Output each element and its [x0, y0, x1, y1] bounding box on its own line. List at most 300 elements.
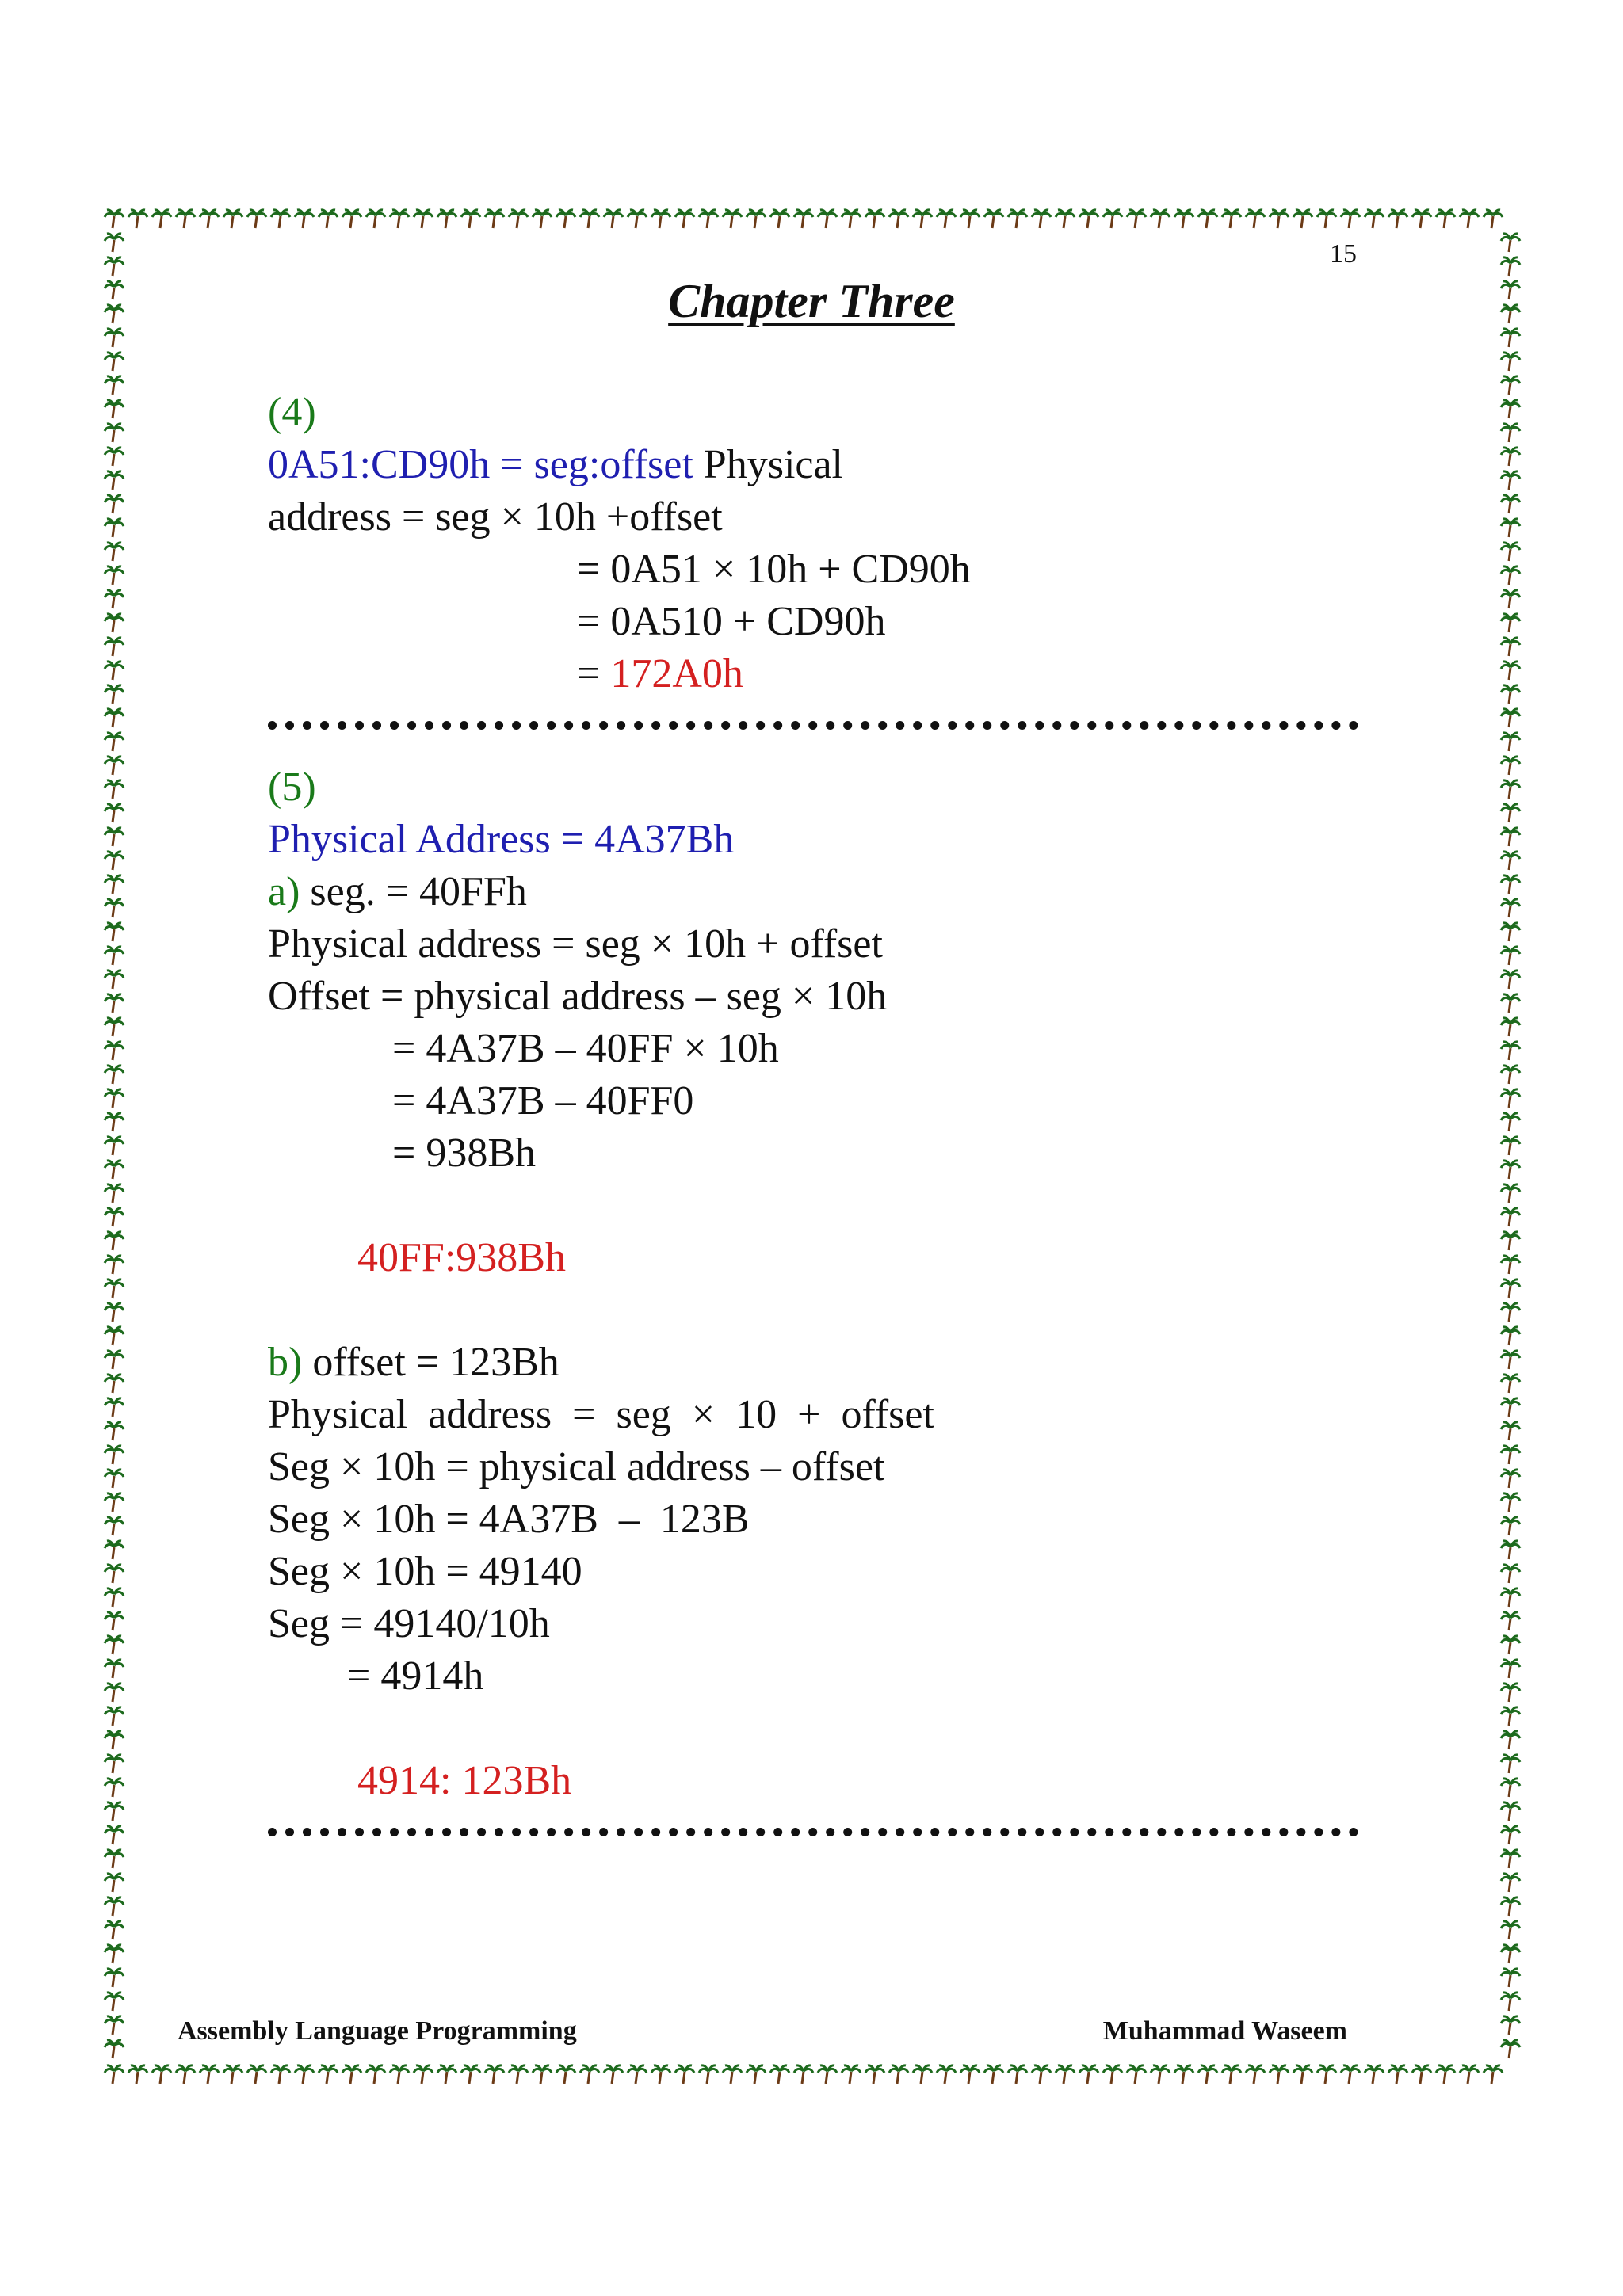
palm-tree-icon — [461, 210, 480, 228]
palm-tree-icon — [152, 2065, 171, 2084]
palm-tree-icon — [509, 210, 528, 228]
palm-tree-icon — [913, 210, 932, 228]
palm-tree-icon — [105, 899, 124, 917]
palm-tree-icon — [842, 210, 861, 228]
palm-tree-icon — [295, 210, 314, 228]
palm-tree-icon — [105, 448, 124, 466]
palm-tree-icon — [1501, 257, 1520, 276]
palm-tree-icon — [105, 1802, 124, 1821]
palm-tree-icon — [960, 210, 980, 228]
palm-tree-icon — [865, 2065, 884, 2084]
palm-tree-icon — [651, 2065, 670, 2084]
palm-tree-icon — [105, 780, 124, 799]
palm-tree-icon — [1293, 210, 1312, 228]
palm-tree-icon — [770, 2065, 789, 2084]
palm-tree-icon — [271, 2065, 290, 2084]
q5-b-line4: Seg × 10h = 49140 — [268, 1549, 582, 1594]
palm-tree-icon — [889, 210, 908, 228]
palm-tree-icon — [105, 1066, 124, 1084]
palm-tree-icon — [105, 685, 124, 704]
palm-tree-icon — [200, 2065, 219, 2084]
palm-tree-icon — [105, 1208, 124, 1226]
palm-tree-icon — [366, 210, 385, 228]
palm-tree-icon — [1484, 210, 1503, 228]
palm-tree-icon — [1501, 685, 1520, 704]
palm-tree-icon — [105, 1589, 124, 1607]
palm-tree-icon — [105, 1303, 124, 1322]
palm-tree-icon — [105, 543, 124, 561]
palm-tree-icon — [105, 400, 124, 418]
palm-tree-icon — [1103, 210, 1122, 228]
palm-tree-icon — [105, 757, 124, 775]
palm-tree-icon — [1501, 1184, 1520, 1203]
palm-tree-icon — [366, 2065, 385, 2084]
palm-tree-icon — [105, 1731, 124, 1749]
q5-b-line5: Seg = 49140/10h — [268, 1601, 550, 1646]
palm-tree-icon — [105, 353, 124, 371]
palm-tree-icon — [1501, 1969, 1520, 1987]
q4-line2: address = seg × 10h +offset — [268, 494, 723, 540]
palm-tree-icon — [1501, 1066, 1520, 1084]
palm-tree-icon — [818, 210, 837, 228]
palm-tree-icon — [770, 210, 789, 228]
palm-tree-icon — [105, 1565, 124, 1583]
palm-tree-icon — [628, 210, 647, 228]
palm-tree-icon — [485, 2065, 504, 2084]
palm-tree-icon — [1501, 519, 1520, 537]
palm-tree-icon — [533, 210, 552, 228]
palm-tree-icon — [105, 709, 124, 727]
palm-tree-icon — [1501, 1303, 1520, 1322]
palm-tree-icon — [1501, 1137, 1520, 1155]
palm-tree-icon — [105, 2016, 124, 2035]
q5-a-line3: = 4A37B – 40FF × 10h — [392, 1026, 779, 1071]
palm-tree-icon — [1484, 2065, 1503, 2084]
palm-tree-icon — [1174, 210, 1193, 228]
palm-tree-icon — [105, 923, 124, 941]
palm-tree-icon — [842, 2065, 861, 2084]
palm-tree-icon — [105, 471, 124, 490]
palm-tree-icon — [984, 210, 1003, 228]
palm-tree-icon — [1501, 1089, 1520, 1108]
palm-tree-icon — [1501, 1850, 1520, 1868]
palm-tree-icon — [105, 614, 124, 632]
palm-tree-icon — [105, 804, 124, 822]
palm-tree-icon — [1501, 1446, 1520, 1464]
palm-tree-icon — [1501, 947, 1520, 965]
palm-tree-icon — [105, 1137, 124, 1155]
palm-tree-icon — [1501, 971, 1520, 989]
palm-tree-icon — [1501, 329, 1520, 347]
palm-tree-icon — [105, 2065, 124, 2084]
palm-tree-icon — [105, 1446, 124, 1464]
palm-tree-icon — [1501, 638, 1520, 656]
palm-tree-icon — [1501, 2040, 1520, 2058]
palm-tree-icon — [1436, 2065, 1455, 2084]
palm-tree-icon — [1501, 875, 1520, 894]
q5-b-label: b) — [268, 1340, 303, 1385]
palm-tree-icon — [105, 1684, 124, 1702]
palm-tree-icon — [414, 210, 433, 228]
palm-tree-icon — [556, 2065, 575, 2084]
q4-line5-prefix: = — [577, 651, 611, 696]
palm-tree-icon — [1501, 1874, 1520, 1892]
palm-tree-icon — [271, 210, 290, 228]
palm-tree-icon — [319, 210, 338, 228]
palm-tree-icon — [1501, 1612, 1520, 1630]
palm-tree-icon — [437, 210, 456, 228]
palm-tree-icon — [1501, 1897, 1520, 1916]
palm-tree-icon — [1501, 1660, 1520, 1678]
palm-tree-icon — [105, 519, 124, 537]
palm-tree-icon — [675, 210, 694, 228]
palm-tree-icon — [1501, 1232, 1520, 1250]
palm-tree-icon — [1079, 2065, 1098, 2084]
palm-tree-icon — [342, 210, 361, 228]
palm-tree-icon — [105, 1517, 124, 1535]
palm-tree-icon — [889, 2065, 908, 2084]
palm-tree-icon — [913, 2065, 932, 2084]
palm-tree-icon — [1501, 1589, 1520, 1607]
palm-tree-icon — [223, 210, 242, 228]
palm-tree-icon — [1501, 1993, 1520, 2011]
palm-tree-icon — [1270, 210, 1289, 228]
palm-tree-icon — [1501, 2016, 1520, 2035]
palm-tree-icon — [105, 1612, 124, 1630]
q5-label: (5) — [268, 765, 316, 810]
palm-tree-icon — [105, 1042, 124, 1060]
palm-tree-icon — [319, 2065, 338, 2084]
q4-line3: = 0A51 × 10h + CD90h — [577, 547, 971, 592]
q5-given: Physical Address = 4A37Bh — [268, 817, 735, 862]
palm-tree-icon — [105, 662, 124, 680]
palm-tree-icon — [1008, 2065, 1027, 2084]
palm-tree-icon — [1079, 210, 1098, 228]
chapter-title: Chapter Three — [668, 275, 955, 327]
palm-tree-icon — [105, 566, 124, 585]
palm-tree-icon — [1501, 1042, 1520, 1060]
q5-b-answer: 4914: 123Bh — [357, 1758, 572, 1803]
palm-tree-icon — [1501, 543, 1520, 561]
palm-tree-icon — [105, 828, 124, 846]
palm-tree-icon — [105, 2040, 124, 2058]
palm-tree-icon — [1436, 210, 1455, 228]
palm-tree-icon — [105, 1779, 124, 1797]
palm-tree-icon — [390, 210, 409, 228]
palm-tree-icon — [1501, 590, 1520, 608]
palm-tree-icon — [105, 376, 124, 395]
palm-tree-icon — [105, 971, 124, 989]
palm-tree-icon — [105, 638, 124, 656]
palm-tree-icon — [1198, 2065, 1217, 2084]
palm-tree-icon — [628, 2065, 647, 2084]
palm-tree-icon — [794, 210, 813, 228]
palm-tree-icon — [105, 1398, 124, 1417]
palm-tree-icon — [699, 2065, 718, 2084]
palm-tree-icon — [1501, 1779, 1520, 1797]
palm-tree-icon — [1501, 804, 1520, 822]
palm-tree-icon — [105, 1755, 124, 1773]
palm-tree-icon — [105, 1945, 124, 1963]
palm-tree-icon — [1103, 2065, 1122, 2084]
palm-tree-icon — [1501, 1256, 1520, 1274]
palm-tree-icon — [1501, 1113, 1520, 1131]
palm-tree-icon — [1501, 1755, 1520, 1773]
palm-tree-icon — [1032, 2065, 1051, 2084]
palm-tree-icon — [128, 210, 147, 228]
palm-tree-icon — [105, 852, 124, 870]
palm-tree-icon — [105, 210, 124, 228]
palm-tree-icon — [1056, 2065, 1075, 2084]
palm-tree-icon — [747, 210, 766, 228]
palm-tree-icon — [414, 2065, 433, 2084]
palm-tree-icon — [105, 1897, 124, 1916]
palm-tree-icon — [1501, 1731, 1520, 1749]
palm-tree-icon — [1501, 1327, 1520, 1345]
palm-tree-icon — [747, 2065, 766, 2084]
palm-tree-icon — [1341, 210, 1360, 228]
palm-tree-icon — [105, 495, 124, 513]
palm-tree-icon — [105, 1541, 124, 1559]
q4-label: (4) — [268, 390, 316, 435]
palm-tree-icon — [152, 210, 171, 228]
palm-tree-icon — [485, 210, 504, 228]
palm-tree-icon — [580, 210, 599, 228]
palm-tree-icon — [1501, 495, 1520, 513]
palm-tree-icon — [1127, 210, 1146, 228]
palm-tree-icon — [1501, 662, 1520, 680]
palm-tree-icon — [1501, 1684, 1520, 1702]
q4-line4: = 0A510 + CD90h — [577, 599, 886, 644]
q4-line1 — [268, 439, 1377, 491]
palm-tree-icon — [1501, 1802, 1520, 1821]
palm-tree-icon — [1501, 1208, 1520, 1226]
palm-tree-icon — [1501, 1018, 1520, 1036]
palm-tree-icon — [1501, 1280, 1520, 1298]
palm-tree-icon — [105, 1089, 124, 1108]
palm-tree-icon — [1501, 448, 1520, 466]
palm-tree-icon — [1501, 994, 1520, 1013]
palm-tree-icon — [604, 2065, 623, 2084]
palm-tree-icon — [1501, 234, 1520, 252]
palm-tree-icon — [128, 2065, 147, 2084]
palm-tree-icon — [723, 2065, 742, 2084]
palm-tree-icon — [1501, 733, 1520, 751]
palm-tree-icon — [1032, 210, 1051, 228]
palm-tree-icon — [1365, 210, 1384, 228]
palm-tree-icon — [105, 1161, 124, 1179]
q4-result: 172A0h — [610, 651, 743, 696]
q5-a-answer: 40FF:938Bh — [357, 1235, 566, 1280]
page-number: 15 — [1330, 239, 1357, 269]
palm-tree-icon — [1388, 2065, 1407, 2084]
palm-tree-icon — [105, 1470, 124, 1488]
palm-tree-icon — [105, 1280, 124, 1298]
palm-tree-icon — [437, 2065, 456, 2084]
palm-tree-icon — [723, 210, 742, 228]
palm-tree-icon — [1501, 1707, 1520, 1726]
q5-a-line2: Offset = physical address – seg × 10h — [268, 974, 888, 1019]
palm-tree-icon — [1501, 780, 1520, 799]
palm-tree-icon — [533, 2065, 552, 2084]
palm-tree-icon — [1501, 614, 1520, 632]
palm-tree-icon — [105, 1493, 124, 1512]
palm-tree-icon — [865, 210, 884, 228]
palm-tree-icon — [1501, 1422, 1520, 1440]
palm-tree-icon — [105, 875, 124, 894]
palm-tree-icon — [200, 210, 219, 228]
palm-tree-icon — [247, 210, 266, 228]
palm-tree-icon — [937, 210, 956, 228]
palm-tree-icon — [604, 210, 623, 228]
palm-tree-icon — [1501, 1161, 1520, 1179]
palm-tree-icon — [1501, 1493, 1520, 1512]
palm-tree-icon — [105, 1993, 124, 2011]
q5-b-line1: Physical address = seg × 10 + offset — [268, 1392, 934, 1437]
palm-tree-icon — [105, 424, 124, 442]
palm-tree-icon — [105, 733, 124, 751]
palm-tree-icon — [461, 2065, 480, 2084]
q4-line1-highlight: 0A51:CD90h = seg:offset — [268, 442, 693, 487]
palm-tree-icon — [105, 1874, 124, 1892]
q5-b-given: offset = 123Bh — [302, 1340, 559, 1385]
palm-tree-icon — [105, 1850, 124, 1868]
q5-a-given-line — [268, 866, 1377, 918]
palm-tree-icon — [105, 1113, 124, 1131]
palm-tree-icon — [176, 210, 195, 228]
q5-a-line5: = 938Bh — [392, 1131, 537, 1176]
section-divider — [268, 721, 1358, 730]
palm-tree-icon — [1151, 210, 1170, 228]
palm-tree-icon — [1501, 828, 1520, 846]
palm-tree-icon — [1127, 2065, 1146, 2084]
q5-b-line6: = 4914h — [347, 1653, 484, 1699]
palm-tree-icon — [1501, 852, 1520, 870]
palm-tree-icon — [1246, 210, 1265, 228]
palm-tree-icon — [105, 1707, 124, 1726]
page-content — [268, 387, 1377, 1868]
palm-tree-icon — [960, 2065, 980, 2084]
palm-tree-icon — [105, 1969, 124, 1987]
palm-tree-icon — [651, 210, 670, 228]
palm-tree-icon — [1501, 1351, 1520, 1369]
palm-tree-icon — [105, 590, 124, 608]
section-divider-bottom — [268, 1828, 1358, 1836]
palm-tree-icon — [1151, 2065, 1170, 2084]
palm-tree-icon — [1501, 1826, 1520, 1844]
palm-tree-icon — [1501, 353, 1520, 371]
palm-tree-icon — [1365, 2065, 1384, 2084]
palm-tree-icon — [295, 2065, 314, 2084]
palm-tree-icon — [1501, 1470, 1520, 1488]
palm-tree-icon — [105, 329, 124, 347]
footer-author: Muhammad Waseem — [1102, 2016, 1347, 2046]
palm-tree-icon — [1501, 566, 1520, 585]
q4-line1-rest: Physical — [693, 442, 844, 487]
q4-line5 — [268, 648, 1377, 700]
palm-tree-icon — [794, 2065, 813, 2084]
palm-tree-icon — [1501, 400, 1520, 418]
palm-tree-icon — [1056, 210, 1075, 228]
palm-tree-icon — [105, 1018, 124, 1036]
palm-tree-icon — [1501, 1945, 1520, 1963]
palm-tree-icon — [984, 2065, 1003, 2084]
palm-tree-icon — [105, 1256, 124, 1274]
q5-a-line1: Physical address = seg × 10h + offset — [268, 921, 883, 967]
palm-tree-icon — [390, 2065, 409, 2084]
palm-tree-icon — [556, 210, 575, 228]
palm-tree-icon — [699, 210, 718, 228]
palm-tree-icon — [105, 1636, 124, 1654]
palm-tree-icon — [105, 1826, 124, 1844]
palm-tree-icon — [105, 1327, 124, 1345]
palm-tree-icon — [1198, 210, 1217, 228]
palm-tree-icon — [223, 2065, 242, 2084]
palm-tree-icon — [1501, 1541, 1520, 1559]
palm-tree-icon — [105, 1422, 124, 1440]
palm-tree-icon — [1222, 2065, 1241, 2084]
palm-tree-icon — [1501, 709, 1520, 727]
palm-tree-icon — [580, 2065, 599, 2084]
palm-tree-icon — [1501, 899, 1520, 917]
palm-tree-icon — [1501, 1921, 1520, 1939]
palm-tree-icon — [1222, 210, 1241, 228]
palm-tree-icon — [105, 1184, 124, 1203]
palm-tree-icon — [105, 257, 124, 276]
palm-tree-icon — [1501, 471, 1520, 490]
palm-tree-icon — [1501, 424, 1520, 442]
palm-tree-icon — [818, 2065, 837, 2084]
q5-a-given: seg. = 40FFh — [300, 869, 527, 914]
q5-a-label: a) — [268, 869, 300, 914]
palm-tree-icon — [342, 2065, 361, 2084]
palm-tree-icon — [1317, 210, 1336, 228]
palm-tree-icon — [176, 2065, 195, 2084]
palm-tree-icon — [1412, 210, 1431, 228]
palm-tree-icon — [247, 2065, 266, 2084]
palm-tree-icon — [1293, 2065, 1312, 2084]
palm-tree-icon — [105, 1232, 124, 1250]
palm-tree-icon — [675, 2065, 694, 2084]
palm-tree-icon — [1501, 1517, 1520, 1535]
palm-tree-icon — [1341, 2065, 1360, 2084]
palm-tree-icon — [1412, 2065, 1431, 2084]
palm-tree-icon — [1246, 2065, 1265, 2084]
palm-tree-icon — [937, 2065, 956, 2084]
palm-tree-icon — [105, 1660, 124, 1678]
palm-tree-icon — [1460, 2065, 1479, 2084]
palm-tree-icon — [1501, 1375, 1520, 1393]
q5-a-line4: = 4A37B – 40FF0 — [392, 1078, 694, 1123]
palm-tree-icon — [1008, 210, 1027, 228]
palm-tree-icon — [1501, 376, 1520, 395]
palm-tree-icon — [105, 1351, 124, 1369]
palm-tree-icon — [1317, 2065, 1336, 2084]
palm-tree-icon — [1388, 210, 1407, 228]
footer-book-title: Assembly Language Programming — [178, 2016, 577, 2046]
palm-tree-icon — [105, 234, 124, 252]
palm-tree-icon — [509, 2065, 528, 2084]
palm-tree-icon — [105, 947, 124, 965]
palm-tree-icon — [1501, 1565, 1520, 1583]
palm-tree-icon — [1270, 2065, 1289, 2084]
q5-b-line3: Seg × 10h = 4A37B – 123B — [268, 1497, 750, 1542]
palm-tree-icon — [105, 994, 124, 1013]
palm-tree-icon — [1501, 757, 1520, 775]
palm-tree-icon — [1174, 2065, 1193, 2084]
palm-tree-icon — [105, 1921, 124, 1939]
palm-tree-icon — [1460, 210, 1479, 228]
